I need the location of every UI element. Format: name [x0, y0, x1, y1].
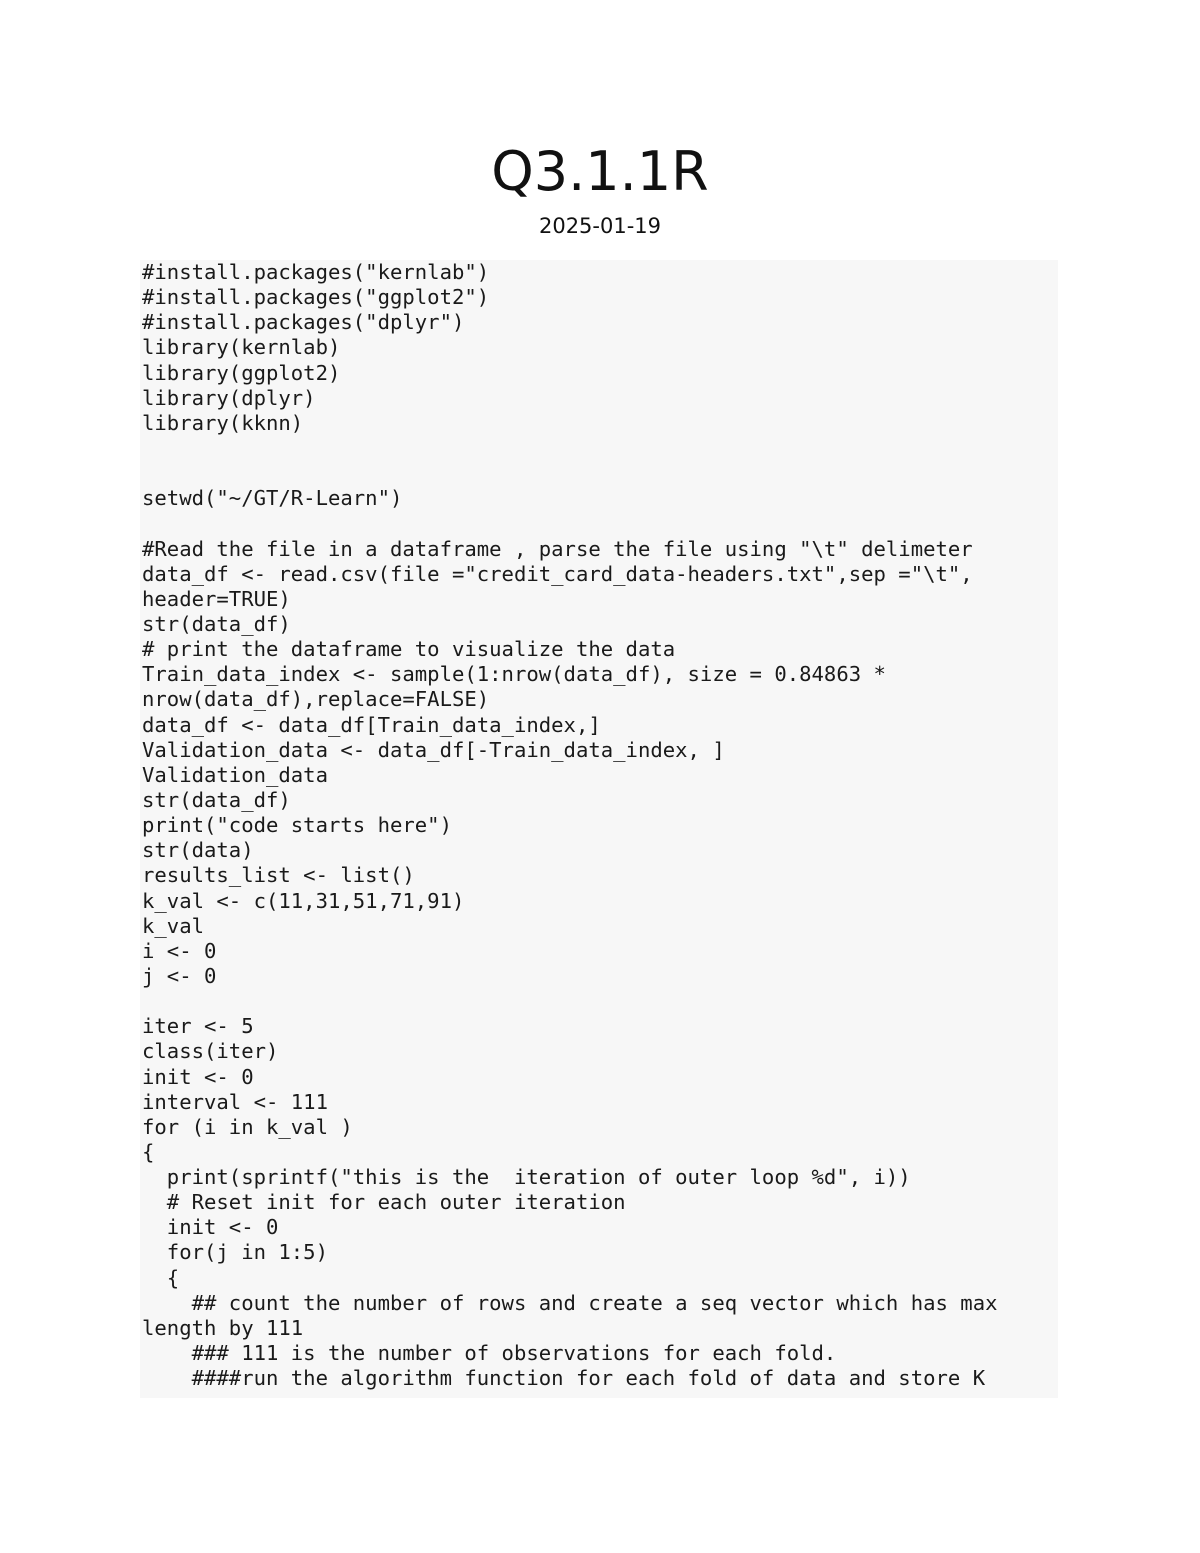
- code-line: library(ggplot2): [142, 360, 341, 385]
- code-line: #install.packages("dplyr"): [142, 310, 465, 335]
- code-line: str(data_df): [142, 611, 291, 636]
- code-line: results_list <- list(): [142, 863, 415, 888]
- code-line: [142, 436, 1058, 461]
- code-line: [142, 511, 1058, 536]
- code-line: ## count the number of rows and create a seq vector which has max: [142, 1290, 998, 1315]
- code-line: nrow(data_df),replace=FALSE): [142, 687, 490, 712]
- code-line: for (i in k_val ): [142, 1114, 353, 1139]
- code-line: for(j in 1:5): [142, 1240, 328, 1265]
- code-line: {: [142, 1265, 180, 1290]
- code-line: init <- 0: [142, 1215, 279, 1240]
- code-line: Validation_data: [142, 762, 328, 787]
- code-line: ### 111 is the number of observations for each fold.: [142, 1341, 837, 1366]
- code-line: [142, 989, 1058, 1014]
- document-title: Q3.1.1R: [491, 140, 709, 203]
- code-line: library(kknn): [142, 410, 304, 435]
- code-line: k_val: [142, 913, 204, 938]
- code-line: init <- 0: [142, 1064, 254, 1089]
- code-line: str(data): [142, 838, 254, 863]
- code-line: ####run the algorithm function for each fold of data and store K: [142, 1366, 986, 1391]
- code-line: library(kernlab): [142, 335, 341, 360]
- code-line: #Read the file in a dataframe , parse the file using "\t" delimeter: [142, 536, 973, 561]
- code-line: interval <- 111: [142, 1089, 328, 1114]
- code-line: #install.packages("kernlab"): [142, 260, 490, 284]
- code-line: Validation_data <- data_df[-Train_data_index, ]: [142, 737, 725, 762]
- code-line: [142, 461, 1058, 486]
- document-date: 2025-01-19: [538, 214, 662, 238]
- code-line: Train_data_index <- sample(1:nrow(data_df), size = 0.84863 *: [142, 662, 886, 687]
- code-line: # Reset init for each outer iteration: [142, 1190, 626, 1215]
- code-line: {: [142, 1139, 155, 1164]
- code-line: str(data_df): [142, 787, 291, 812]
- code-line: k_val <- c(11,31,51,71,91): [142, 888, 465, 913]
- code-line: library(dplyr): [142, 385, 316, 410]
- code-line: #install.packages("ggplot2"): [142, 285, 490, 310]
- code-line: header=TRUE): [142, 586, 291, 611]
- code-line: data_df <- read.csv(file ="credit_card_data-headers.txt",sep ="\t",: [142, 561, 973, 586]
- code-line: # print the dataframe to visualize the data: [142, 637, 676, 662]
- code-line: print(sprintf("this is the iteration of outer loop %d", i)): [142, 1165, 911, 1190]
- code-line: class(iter): [142, 1039, 279, 1064]
- code-line: j <- 0: [142, 963, 217, 988]
- code-block: [140, 260, 1058, 1398]
- code-line: print("code starts here"): [142, 813, 452, 838]
- code-line: setwd("~/GT/R-Learn"): [142, 486, 403, 511]
- code-line: iter <- 5: [142, 1014, 254, 1039]
- code-line: length by 111: [142, 1315, 304, 1340]
- code-line: data_df <- data_df[Train_data_index,]: [142, 712, 601, 737]
- code-line: i <- 0: [142, 938, 217, 963]
